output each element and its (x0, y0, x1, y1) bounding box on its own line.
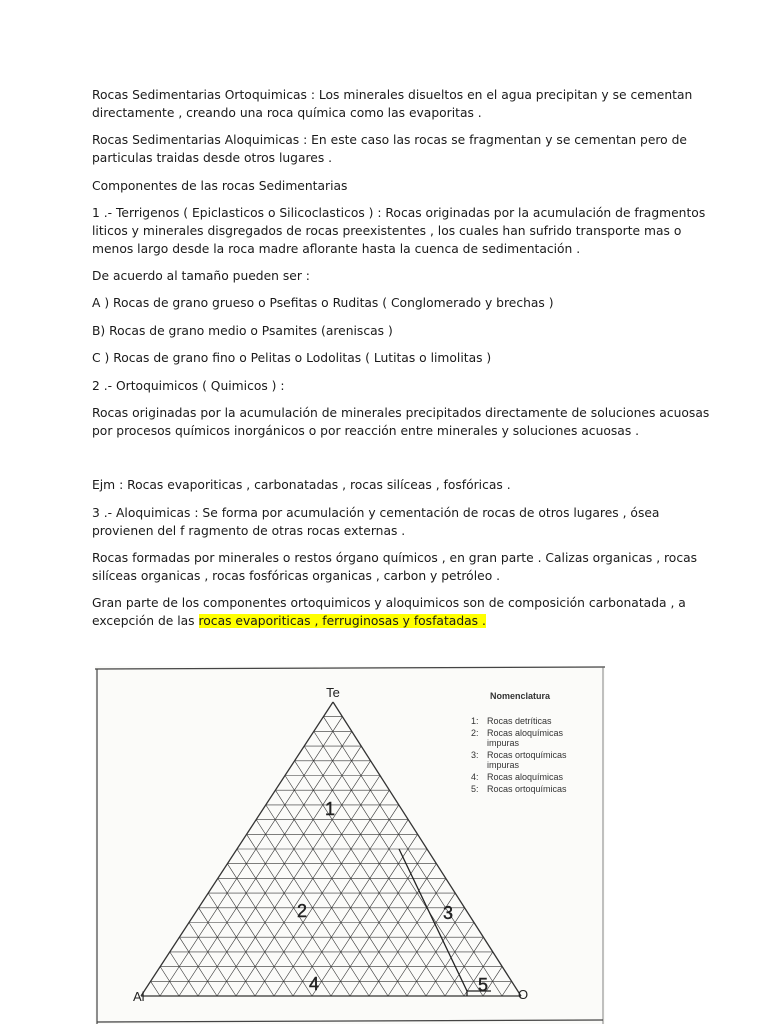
legend-text: Rocas aloquímicas (487, 772, 564, 782)
grid-line (304, 746, 464, 996)
legend-number: 3: (471, 750, 479, 760)
paragraph (92, 86, 692, 122)
grid-line (285, 776, 426, 997)
paragraph-line: particulas traidas desde otros lugares . (92, 151, 333, 165)
legend-text: impuras (487, 738, 520, 748)
paragraph-line: Rocas originadas por la acumulación de minerales precipitados directamente de soluciones acuosas (92, 406, 710, 420)
paragraph-line (92, 612, 686, 630)
vertex-label-top: Te (326, 685, 340, 700)
grid-line (350, 864, 436, 996)
paragraph-line: 2 .- Ortoquimicos ( Quimicos ) : (92, 379, 285, 393)
paragraph-line: Ejm : Rocas evaporiticas , carbonatadas , rocas silíceas , fosfóricas . (92, 478, 511, 492)
legend (471, 716, 567, 794)
legend-number: 1: (471, 716, 479, 726)
paragraph-line: directamente , creando una roca química como las evaporitas . (92, 106, 482, 120)
paragraph-line: silíceas organicas , rocas fosfóricas organicas , carbon y petróleo . (92, 569, 501, 583)
plain-text: excepción de las (92, 614, 199, 628)
grid-line (266, 805, 388, 996)
grid-line (236, 776, 380, 997)
grid-line (312, 834, 418, 996)
paragraph-line: Gran parte de los componentes ortoquimicos y aloquimicos son de composición carbonatada , a (92, 596, 686, 610)
paragraph-line: De acuerdo al tamaño pueden ser : (92, 269, 310, 283)
section-heading (92, 377, 285, 395)
section-heading (92, 177, 347, 195)
legend-title: Nomenclatura (490, 691, 551, 701)
paragraph (92, 549, 697, 585)
vertex-label-right: O (518, 987, 529, 1002)
paragraph-line: A ) Rocas de grano grueso o Psefitas o Ruditas ( Conglomerado y brechas ) (92, 296, 554, 310)
paragraph (92, 131, 687, 167)
grid-line (160, 717, 342, 996)
grid-line (227, 864, 312, 996)
legend-text: Rocas ortoquímicas (487, 784, 567, 794)
ternary-diagram (95, 666, 605, 1024)
legend-text: Rocas detríticas (487, 716, 552, 726)
paragraph-line: Rocas Sedimentarias Ortoquimicas : Los minerales disueltos en el agua precipitan y se cementan (92, 88, 693, 102)
grid-line (274, 805, 399, 996)
vertex-label-left: Al (133, 989, 145, 1004)
figure-top-border (95, 667, 605, 669)
paragraph-line: 1 .- Terrigenos ( Epiclasticos o Silicoclasticos ) : Rocas originadas por la acumulación de fragmentos (92, 206, 706, 220)
list-item (92, 322, 393, 340)
paragraph-line: menos largo desde la roca madre aflorante hasta la cuenca de sedimentación . (92, 242, 581, 256)
paragraph (92, 267, 310, 285)
field-label-3: 3 (443, 903, 454, 923)
grid-line (151, 981, 160, 996)
field-label-4: 4 (309, 974, 320, 994)
field-label-1: 1 (325, 799, 336, 819)
grid-line (189, 923, 236, 997)
paragraph-line: liticos y minerales disgregados de rocas preexistentes , los cuales han sufrido transporte mas o (92, 224, 682, 238)
legend-text: Rocas ortoquímicas (487, 750, 567, 760)
figure-bottom-border (97, 1020, 603, 1022)
paragraph-line: B) Rocas de grano medio o Psamites (areniscas ) (92, 324, 393, 338)
grid-line (170, 952, 198, 996)
legend-number: 2: (471, 728, 479, 738)
paragraph-line: 3 .- Aloquimicas : Se forma por acumulación y cementación de rocas de otros lugares , ósea (92, 506, 660, 520)
paragraph-line: Rocas Sedimentarias Aloquimicas : En este caso las rocas se fragmentan y se cementan pero de (92, 133, 687, 147)
paragraph (92, 594, 686, 630)
field-label-5: 5 (478, 975, 489, 995)
paragraph-line: por procesos químicos inorgánicos o por reacción entre minerales y soluciones acuosas . (92, 424, 640, 438)
paragraph (92, 204, 705, 258)
grid-line (208, 893, 274, 996)
ternary-diagram-figure (95, 666, 605, 1024)
list-item (92, 294, 554, 312)
paragraph-line: Rocas formadas por minerales o restos órgano químicos , en gran parte . Calizas organicas , rocas (92, 551, 698, 565)
paragraph-line: C ) Rocas de grano fino o Pelitas o Lodolitas ( Lutitas o limolitas ) (92, 351, 492, 365)
paragraph-line: Componentes de las rocas Sedimentarias (92, 179, 348, 193)
paragraph-line: provienen del f ragmento de otras rocas externas . (92, 524, 406, 538)
legend-number: 5: (471, 784, 479, 794)
grid-line (426, 923, 474, 997)
field-label-2: 2 (297, 901, 308, 921)
paragraph (92, 404, 709, 440)
paragraph (92, 476, 511, 494)
legend-text: impuras (487, 760, 520, 770)
highlighted-text: rocas evaporiticas , ferruginosas y fosfatadas . (198, 614, 486, 628)
list-item (92, 349, 491, 367)
paragraph (92, 504, 659, 540)
triangle-grid (141, 702, 521, 996)
legend-number: 4: (471, 772, 479, 782)
legend-text: Rocas aloquímicas (487, 728, 564, 738)
grid-line (502, 981, 512, 996)
